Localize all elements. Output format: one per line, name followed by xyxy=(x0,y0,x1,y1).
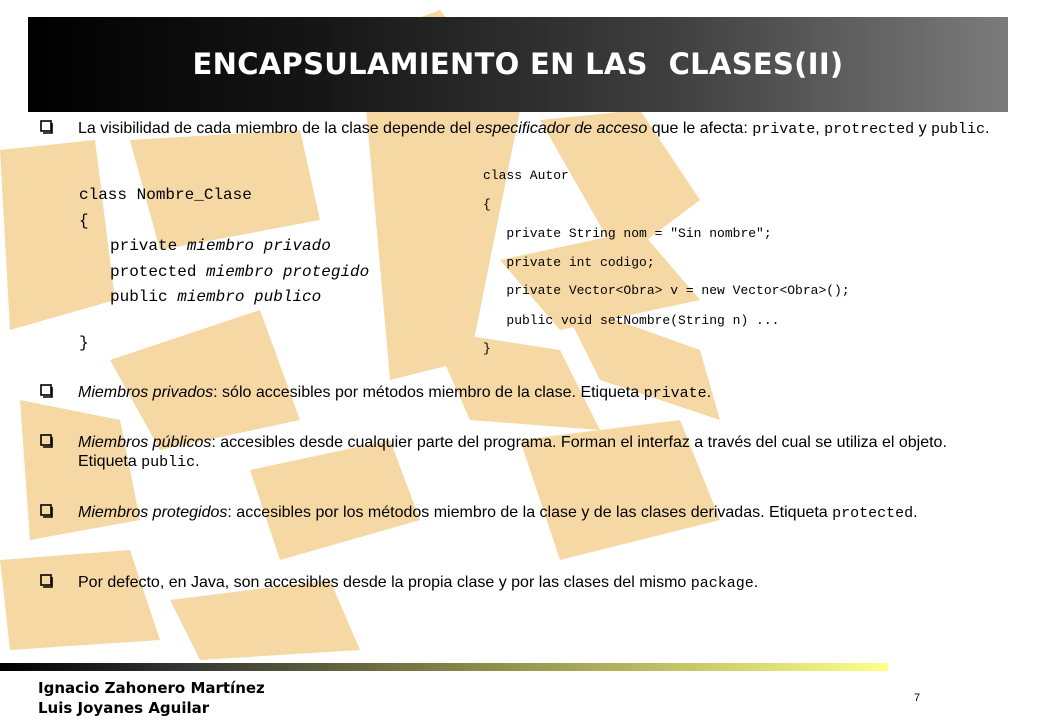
text-run: : sólo accesibles por métodos miembro de la clase. Etiqueta xyxy=(213,384,644,401)
code-line xyxy=(110,288,321,307)
bullet-private-members xyxy=(40,383,990,403)
page-number: 7 xyxy=(914,692,921,704)
code-keyword: private xyxy=(110,237,187,255)
footer-authors xyxy=(38,678,265,718)
code-keyword: protected xyxy=(832,505,914,522)
bullet-text xyxy=(78,383,990,403)
italic-term: Miembros protegidos xyxy=(78,504,228,521)
italic-term: Miembros públicos xyxy=(78,434,212,451)
code-keyword: protrected xyxy=(824,121,915,138)
text-run: . xyxy=(985,120,990,137)
text-run: Por defecto, en Java, son accesibles desde la propia clase y por las clases del mismo xyxy=(78,574,691,591)
author-name: Luis Joyanes Aguilar xyxy=(38,699,210,717)
italic-term: especificador de acceso xyxy=(475,120,648,137)
code-placeholder: miembro protegido xyxy=(206,263,370,281)
text-run: : accesibles desde cualquier parte del programa. Forman el interfaz a través del cual se utiliza el objeto. Etiqueta xyxy=(78,434,947,470)
code-keyword: public xyxy=(110,288,178,306)
text-run: . xyxy=(913,504,918,521)
text-run: y xyxy=(914,120,932,137)
code-line: { xyxy=(483,197,491,212)
author-name: Ignacio Zahonero Martínez xyxy=(38,679,265,697)
code-line: public void setNombre(String n) ... xyxy=(483,313,780,328)
code-placeholder: miembro privado xyxy=(186,237,331,255)
bullet-visibility xyxy=(40,119,990,139)
checkbox-bullet-icon xyxy=(40,434,54,448)
text-run: La visibilidad de cada miembro de la clase depende del xyxy=(78,120,476,137)
code-line: { xyxy=(79,212,89,230)
text-run: que le afecta: xyxy=(647,120,753,137)
code-line xyxy=(110,237,331,256)
code-keyword: private xyxy=(752,121,816,138)
code-line: class Nombre_Clase xyxy=(79,186,252,204)
bullet-default-access xyxy=(40,573,990,593)
bullet-protected-members xyxy=(40,503,990,523)
page-title: ENCAPSULAMIENTO EN LAS CLASES(II) xyxy=(192,47,844,81)
checkbox-bullet-icon xyxy=(40,504,54,518)
bullet-text xyxy=(78,503,990,523)
code-keyword: public xyxy=(931,121,986,138)
bullet-text xyxy=(78,119,990,139)
checkbox-bullet-icon xyxy=(40,120,54,134)
text-run: . xyxy=(706,384,712,401)
bullet-text xyxy=(78,573,990,593)
code-placeholder: miembro publico xyxy=(177,288,322,306)
italic-term: Miembros privados xyxy=(78,384,214,401)
code-line: class Autor xyxy=(483,168,569,183)
code-keyword: private xyxy=(643,385,707,402)
code-line: } xyxy=(483,341,491,356)
text-run: . xyxy=(195,453,200,470)
code-keyword: public xyxy=(141,454,196,471)
bullet-text xyxy=(78,433,990,472)
code-line: private Vector<Obra> v = new Vector<Obra>(); xyxy=(483,283,850,298)
code-line: private int codigo; xyxy=(483,255,655,270)
code-line xyxy=(110,263,369,282)
text-run: : accesibles por los métodos miembro de la clase y de las clases derivadas. Etiqueta xyxy=(227,504,833,521)
code-keyword: package xyxy=(690,575,754,592)
code-line: private String nom = "Sin nombre"; xyxy=(483,226,772,241)
bullet-public-members xyxy=(40,433,990,472)
code-line: } xyxy=(79,334,89,352)
checkbox-bullet-icon xyxy=(40,384,54,398)
checkbox-bullet-icon xyxy=(40,574,54,588)
code-keyword: protected xyxy=(110,263,207,281)
text-run: . xyxy=(753,574,759,591)
text-run: , xyxy=(815,120,825,137)
